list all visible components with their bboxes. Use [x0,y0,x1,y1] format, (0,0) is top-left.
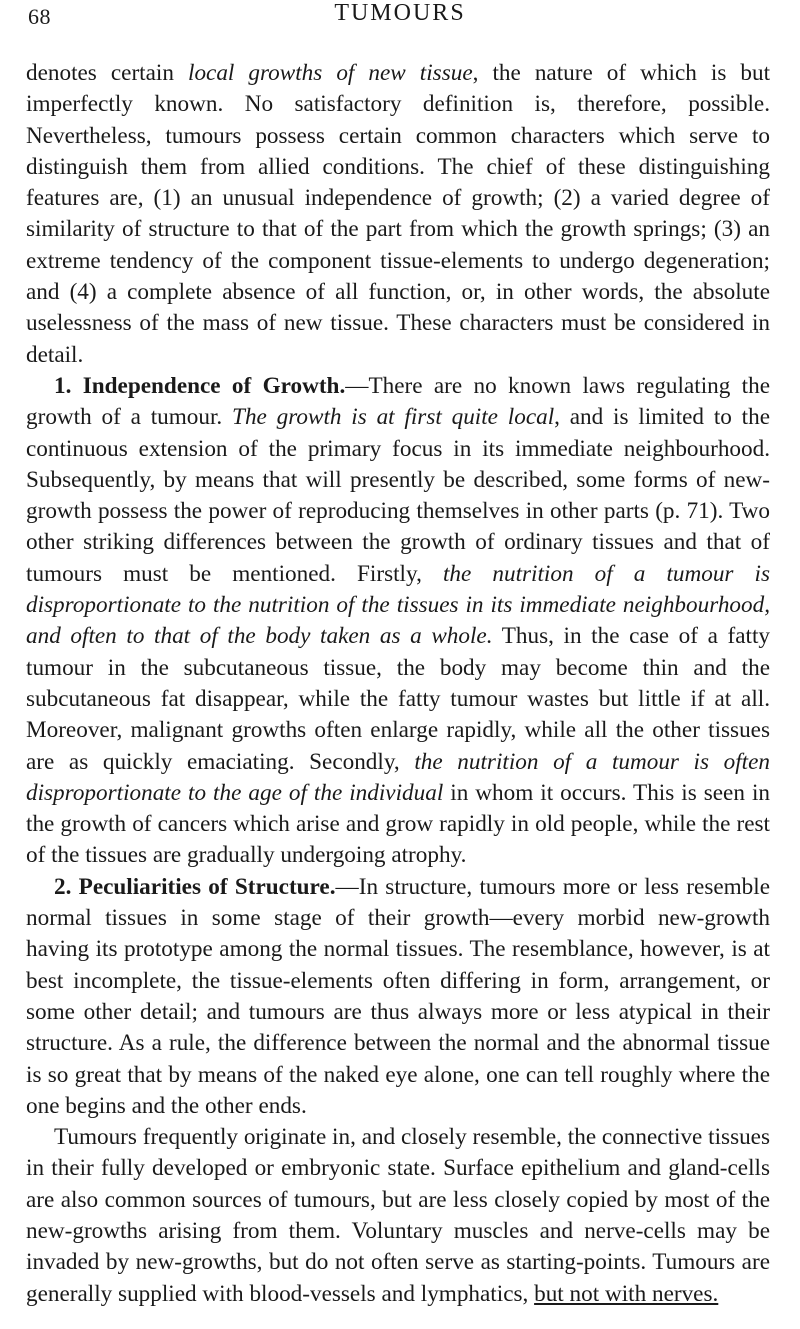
text-run: Thus, in the case of a fatty tumour in the subcutaneous tissue, the body may become thin and the subcutaneous fat disappear, while the fatty tumour wastes but little if at all. Moreover, malignant growths often enlarge rapidly, while all the other tissues are as quickly emaciating. Secondly, [26,623,770,775]
section-heading: 2. Peculiarities of Structure. [54,873,336,900]
page-number: 68 [28,4,51,29]
section-heading: 1. Independence of Growth. [54,372,346,399]
running-head: TUMOURS [334,0,466,26]
text-run: , and is limited to the continuous extension of the primary focus in its immediate neighbourhood. Subsequently, by means that will presently be described, some forms of new-growth possess the power of reproducing themselves in other parts (p. 71). Two other striking differences between the growth of ordinary tissues and that of tumours must be mentioned. Firstly, [26,404,771,587]
italic-run: the nutrition of a tumour is often disproportionate to the age of the individual [26,748,770,806]
text-run: —There are no known laws regulating the growth of a tumour. [26,372,770,431]
body-text [26,58,770,1310]
text-run: Tumours frequently originate in, and closely resemble, the connective tissues in their fully developed or embryonic state. Surface epithelium and gland-cells are also common sources of tumours, but are less closely copied by most of the new-growths arising from them. Voluntary muscles and nerve-cells may be invaded by new-growths, but do not often serve as starting-points. Tumours are generally supplied with blood-vessels and lymphatics, [26,1124,770,1307]
text-run: denotes certain [26,60,188,86]
text-run: in whom it occurs. This is seen in the growth of cancers which arise and grow rapidly in old people, while the rest of the tissues are gradually undergoing atrophy. [26,779,770,869]
italic-run: the nutrition of a tumour is disproportionate to the nutrition of the tissues in its immediate neighbourhood, and often to that of the body taken as a whole. [26,560,770,650]
paragraph [26,371,770,872]
paragraph [26,872,770,1122]
paragraph [26,58,770,371]
text-run: , the nature of which is but imperfectly known. No satisfactory definition is, therefore, possible. Nevertheless, tumours possess certain common characters which serve to distinguish them from allied conditions. The chief of these distinguishing features are, (1) an unusual independence of growth; (2) a varied degree of similarity of structure to that of the part from which the growth springs; (3) an extreme tendency of the component tissue-elements to undergo degeneration; and (4) a complete absence of all function, or, in other words, the absolute uselessness of the mass of new tissue. These characters must be considered in detail. [26,60,771,368]
text-run: but not with nerves. [534,1280,719,1307]
paragraph [26,1122,770,1310]
italic-run: The growth is at first quite local [232,404,555,431]
text-run: —In structure, tumours more or less resemble normal tissues in some stage of their growth—every morbid new-growth having its prototype among the normal tissues. The resemblance, however, is at best incomplete, the tissue-elements often differing in form, arrangement, or some other detail; and tumours are thus always more or less atypical in their structure. As a rule, the difference between the normal and the abnormal tissue is so great that by means of the naked eye alone, one can tell roughly where the one begins and the other ends. [26,873,771,1119]
italic-run: local growths of new tissue [188,60,473,86]
